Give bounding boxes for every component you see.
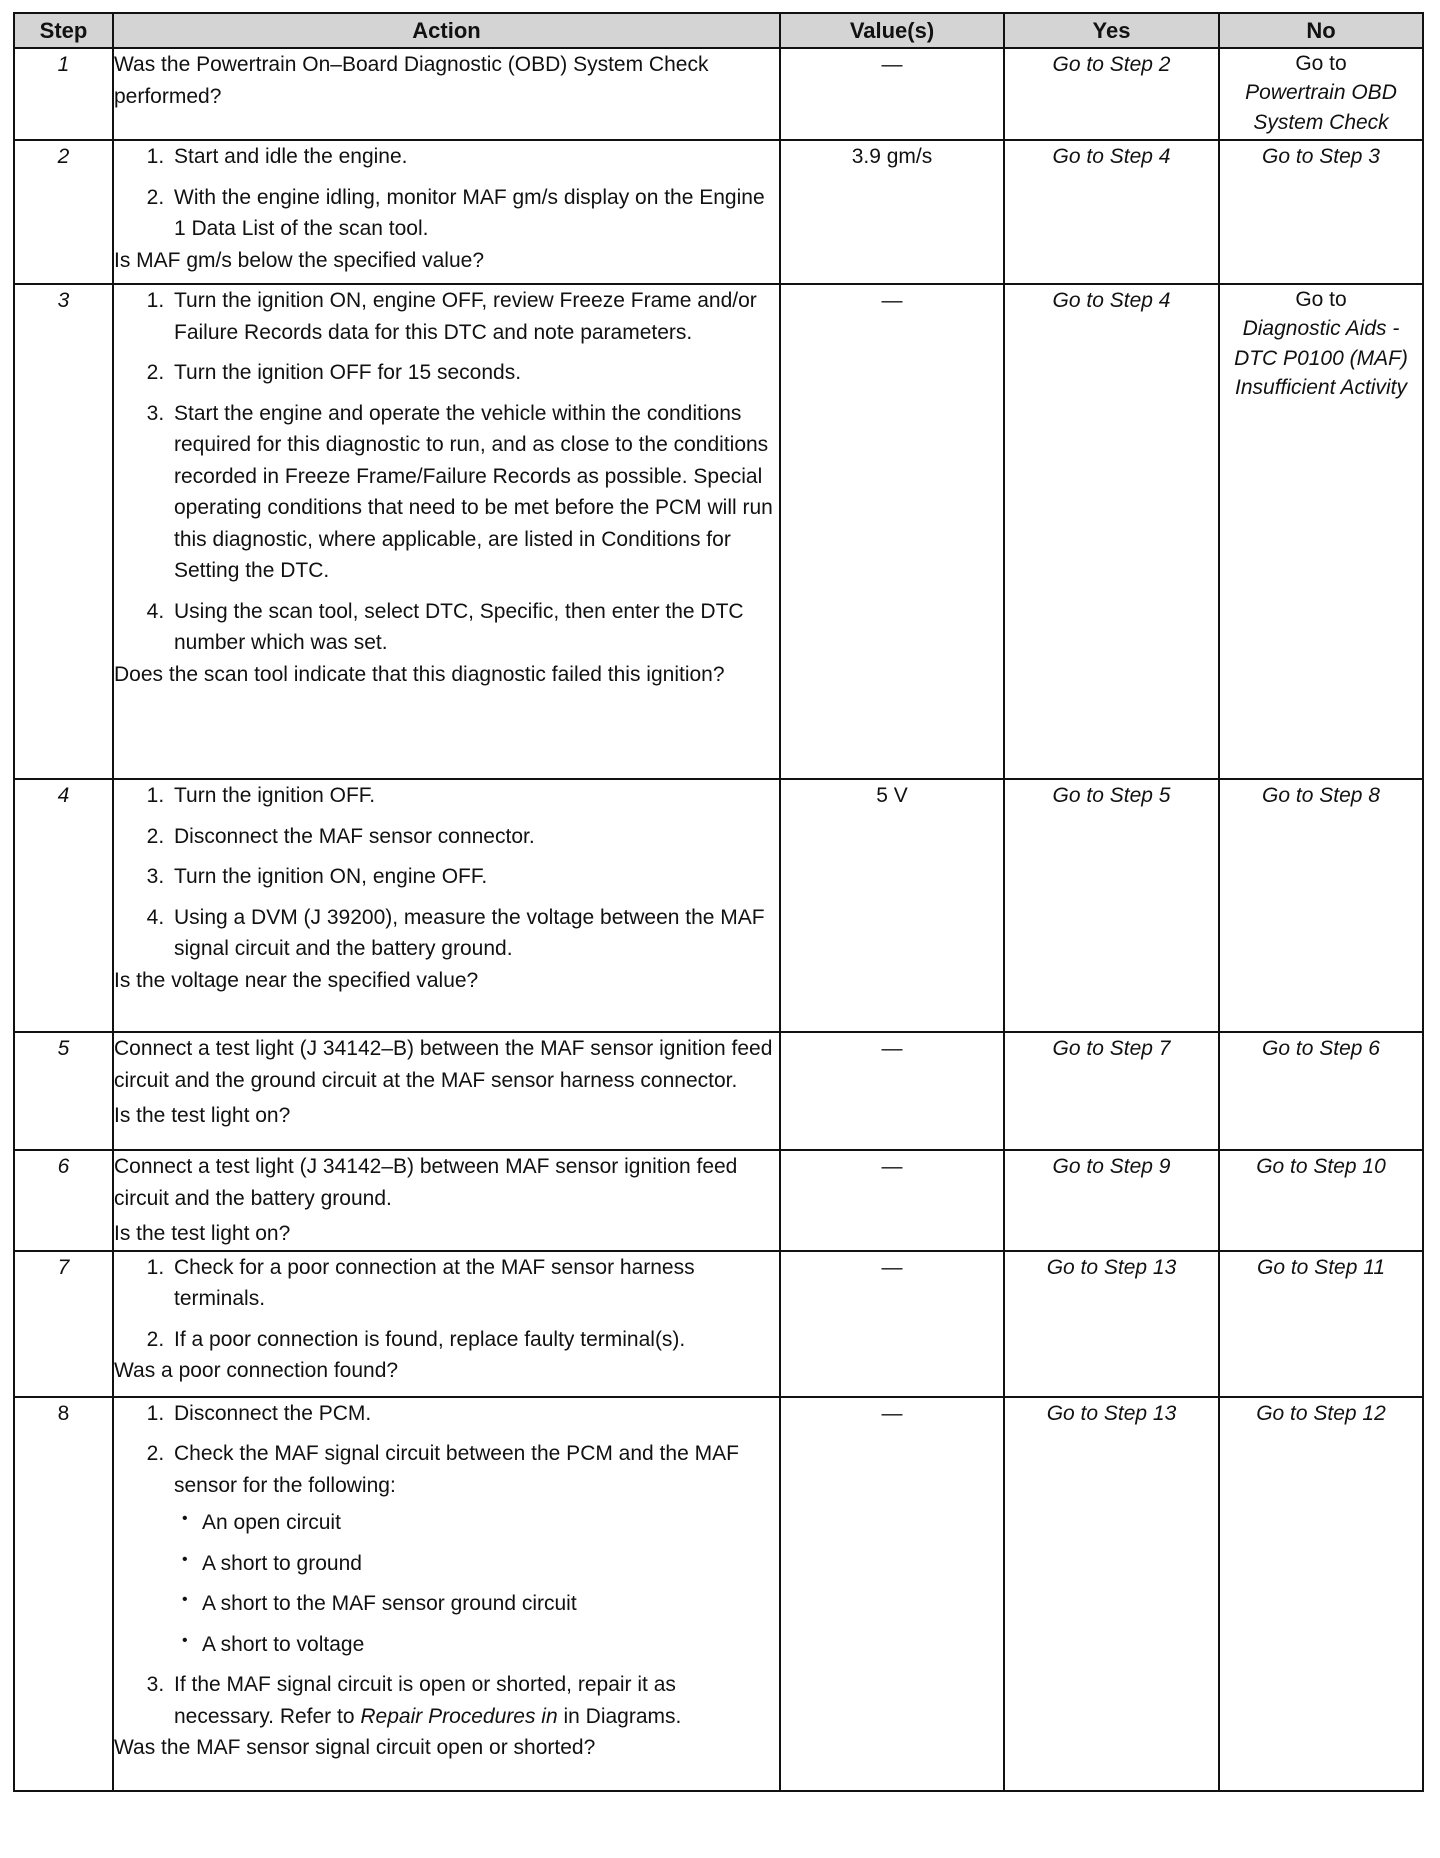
step-number: 7 (14, 1251, 113, 1397)
no-cell (1219, 48, 1423, 140)
action-item (170, 1438, 779, 1660)
action-item: 1. Disconnect the PCM. (170, 1398, 779, 1430)
action-item-text: Check the MAF signal circuit between the PCM and the MAF sensor for the following: (174, 1442, 739, 1497)
action-list (114, 1252, 779, 1356)
step-number: 2 (14, 140, 113, 284)
no-go-to: Go to (1295, 288, 1347, 311)
action-item: 1. Start and idle the engine. (170, 141, 779, 173)
action-question: Does the scan tool indicate that this diagnostic failed this ignition? (114, 662, 725, 686)
no-cell: Go to Step 6 (1219, 1032, 1423, 1150)
yes-cell: Go to Step 13 (1004, 1397, 1219, 1791)
step-number: 4 (14, 779, 113, 1032)
action-item: 4. Using a DVM (J 39200), measure the voltage between the MAF signal circuit and the battery ground. (170, 902, 779, 965)
action-item: 3. Start the engine and operate the vehicle within the conditions required for this diagnostic to run, and as close to the conditions recorded in Freeze Frame/Failure Records as possible. Special operating conditions that need to be met before the PCM will run this diagnostic, where applicable, are listed in Conditions for Setting the DTC. (170, 398, 779, 587)
action-cell (113, 1397, 780, 1791)
yes-cell: Go to Step 4 (1004, 284, 1219, 779)
no-target: Powertrain OBD System Check (1245, 81, 1397, 134)
action-question: Is the voltage near the specified value? (114, 968, 479, 992)
value-cell: — (780, 1397, 1004, 1791)
action-question: Was the MAF sensor signal circuit open or shorted? (114, 1736, 596, 1759)
bullet-item: • A short to the MAF sensor ground circuit (178, 1588, 779, 1620)
bullet-item: • An open circuit (178, 1507, 779, 1539)
step-number: 8 (14, 1397, 113, 1791)
no-cell: Go to Step 10 (1219, 1150, 1423, 1251)
action-item: 1. Turn the ignition OFF. (170, 780, 779, 812)
step-number: 6 (14, 1150, 113, 1251)
header-yes: Yes (1004, 13, 1219, 48)
action-item: 2. Turn the ignition OFF for 15 seconds. (170, 357, 779, 389)
no-cell: Go to Step 11 (1219, 1251, 1423, 1397)
value-cell: — (780, 284, 1004, 779)
action-item: 3. Turn the ignition ON, engine OFF. (170, 861, 779, 893)
table-row-step-2 (14, 140, 1423, 284)
no-target: Diagnostic Aids - DTC P0100 (MAF) Insufficient Activity (1234, 317, 1408, 400)
action-cell (113, 284, 780, 779)
table-row-step-5 (14, 1032, 1423, 1150)
action-question: Was the Powertrain On–Board Diagnostic (OBD) System Check performed? (114, 53, 709, 108)
header-row (14, 13, 1423, 48)
action-item-text: If the MAF signal circuit is open or shorted, repair it as necessary. Refer to (174, 1673, 676, 1728)
no-cell: Go to Step 8 (1219, 779, 1423, 1032)
action-item: 1. Turn the ignition ON, engine OFF, review Freeze Frame and/or Failure Records data for this DTC and note parameters. (170, 285, 779, 348)
action-question: Is MAF gm/s below the specified value? (114, 248, 485, 272)
step-number: 3 (14, 284, 113, 779)
value-cell: 3.9 gm/s (780, 140, 1004, 284)
value-cell: 5 V (780, 779, 1004, 1032)
action-list (114, 780, 779, 965)
action-item: 1. Check for a poor connection at the MAF sensor harness terminals. (170, 1252, 779, 1315)
table-row-step-8 (14, 1397, 1423, 1791)
no-cell: Go to Step 3 (1219, 140, 1423, 284)
yes-cell: Go to Step 4 (1004, 140, 1219, 284)
table-row-step-1 (14, 48, 1423, 140)
yes-cell: Go to Step 7 (1004, 1032, 1219, 1150)
reference-link[interactable]: Repair Procedures in (360, 1704, 558, 1728)
action-item: 2. Disconnect the MAF sensor connector. (170, 821, 779, 853)
value-cell: — (780, 1032, 1004, 1150)
action-intro: Connect a test light (J 34142–B) between MAF sensor ignition feed circuit and the battery ground. (114, 1155, 738, 1210)
action-item: 4. Using the scan tool, select DTC, Specific, then enter the DTC number which was set. (170, 596, 779, 659)
value-cell: — (780, 48, 1004, 140)
action-item-text-end: in Diagrams. (563, 1704, 682, 1728)
bullet-item: • A short to voltage (178, 1629, 779, 1661)
no-cell (1219, 284, 1423, 779)
header-action: Action (113, 13, 780, 48)
action-list (114, 1398, 779, 1733)
value-cell: — (780, 1150, 1004, 1251)
action-item (170, 1669, 779, 1732)
header-no: No (1219, 13, 1423, 48)
diagnostic-table (13, 12, 1424, 1792)
yes-cell: Go to Step 2 (1004, 48, 1219, 140)
action-cell (113, 1032, 780, 1150)
table-row-step-6 (14, 1150, 1423, 1251)
bullet-list (174, 1507, 779, 1660)
yes-cell: Go to Step 9 (1004, 1150, 1219, 1251)
action-question: Is the test light on? (114, 1104, 291, 1127)
step-number: 5 (14, 1032, 113, 1150)
action-question: Is the test light on? (114, 1222, 291, 1245)
action-cell (113, 1150, 780, 1251)
table-row-step-4 (14, 779, 1423, 1032)
action-intro: Connect a test light (J 34142–B) between the MAF sensor ignition feed circuit and the ground circuit at the MAF sensor harness connector. (114, 1037, 773, 1092)
value-cell: — (780, 1251, 1004, 1397)
action-question: Was a poor connection found? (114, 1359, 399, 1382)
yes-cell: Go to Step 13 (1004, 1251, 1219, 1397)
action-list (114, 285, 779, 659)
action-list (114, 141, 779, 245)
action-item: 2. With the engine idling, monitor MAF gm/s display on the Engine 1 Data List of the scan tool. (170, 182, 779, 245)
table-row-step-7 (14, 1251, 1423, 1397)
action-cell (113, 1251, 780, 1397)
header-step: Step (14, 13, 113, 48)
yes-cell: Go to Step 5 (1004, 779, 1219, 1032)
action-cell (113, 48, 780, 140)
action-cell (113, 140, 780, 284)
bullet-item: • A short to ground (178, 1548, 779, 1580)
action-cell (113, 779, 780, 1032)
no-go-to: Go to (1295, 52, 1347, 75)
table-row-step-3 (14, 284, 1423, 779)
action-item: 2. If a poor connection is found, replace faulty terminal(s). (170, 1324, 779, 1356)
header-values: Value(s) (780, 13, 1004, 48)
no-cell: Go to Step 12 (1219, 1397, 1423, 1791)
step-number: 1 (14, 48, 113, 140)
